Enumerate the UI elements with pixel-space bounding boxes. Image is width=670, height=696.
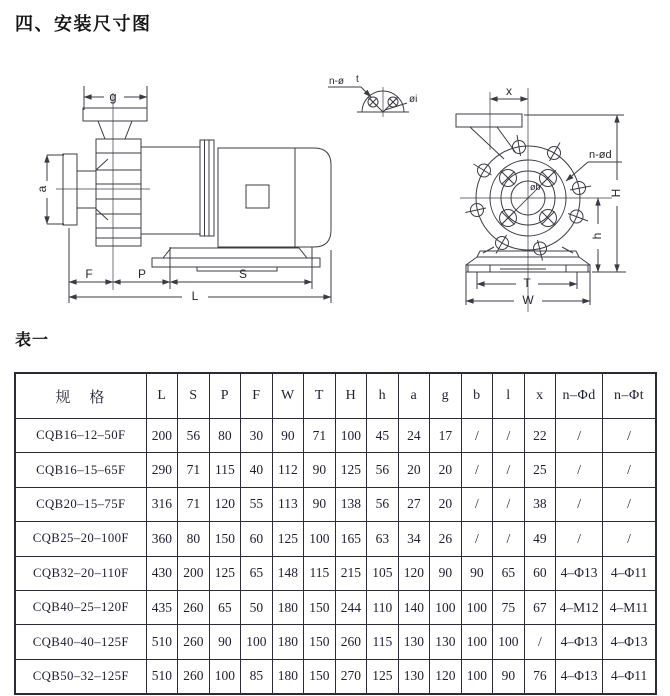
value-cell: 120 (430, 659, 462, 694)
value-cell: 244 (335, 590, 367, 624)
value-cell: 76 (524, 659, 556, 694)
value-cell: 75 (493, 590, 525, 624)
side-view-drawing (35, 86, 331, 303)
spec-cell: CQB50–32–125F (15, 659, 146, 694)
value-cell: 60 (241, 522, 273, 556)
spec-cell: CQB16–12–50F (15, 419, 146, 453)
dim-label-oi: øi (409, 94, 418, 105)
value-cell: 80 (178, 522, 210, 556)
value-cell: 150 (304, 659, 336, 694)
dim-label-ob: øb (530, 182, 541, 192)
dim-label-p: P (137, 267, 147, 281)
column-header: n–Φd (556, 373, 603, 419)
value-cell: 56 (367, 487, 399, 521)
column-header: S (178, 373, 210, 419)
dim-label-g: g (109, 89, 117, 104)
value-cell: / (556, 419, 603, 453)
value-cell: 90 (304, 487, 336, 521)
value-cell: 100 (461, 659, 493, 694)
value-cell: 138 (335, 487, 367, 521)
value-cell: 113 (272, 487, 304, 521)
value-cell: 430 (146, 556, 178, 590)
value-cell: / (493, 453, 525, 487)
spec-cell: CQB25–20–100F (15, 522, 146, 556)
value-cell: 65 (493, 556, 525, 590)
value-cell: 4–M11 (603, 590, 656, 624)
value-cell: 180 (272, 659, 304, 694)
value-cell: 260 (178, 590, 210, 624)
value-cell: 148 (272, 556, 304, 590)
value-cell: / (493, 487, 525, 521)
value-cell: 55 (241, 487, 273, 521)
value-cell: 165 (335, 522, 367, 556)
column-header: x (524, 373, 556, 419)
value-cell: 90 (304, 453, 336, 487)
dim-label-h-base: h (590, 232, 605, 240)
dim-label-t: T (523, 276, 531, 291)
value-cell: / (556, 487, 603, 521)
column-header: g (430, 373, 462, 419)
value-cell: 100 (304, 522, 336, 556)
value-cell: 125 (367, 659, 399, 694)
dim-label-a: a (35, 185, 50, 193)
value-cell: 4–Φ13 (556, 625, 603, 659)
column-header: n–Φt (603, 373, 656, 419)
value-cell: 100 (209, 659, 241, 694)
value-cell: 65 (241, 556, 273, 590)
value-cell: 316 (146, 487, 178, 521)
value-cell: 4–Φ11 (603, 556, 656, 590)
value-cell: / (461, 419, 493, 453)
value-cell: 25 (524, 453, 556, 487)
value-cell: 290 (146, 453, 178, 487)
value-cell: / (603, 453, 656, 487)
value-cell: 435 (146, 590, 178, 624)
value-cell: 100 (241, 625, 273, 659)
dim-label-l: L (191, 289, 199, 304)
value-cell: 4–M12 (556, 590, 603, 624)
value-cell: / (493, 522, 525, 556)
value-cell: 20 (430, 453, 462, 487)
spec-cell: CQB20–15–75F (15, 487, 146, 521)
value-cell: 260 (178, 659, 210, 694)
value-cell: 4–Φ11 (603, 659, 656, 694)
value-cell: / (461, 522, 493, 556)
value-cell: 260 (335, 625, 367, 659)
table-row (15, 556, 656, 590)
column-header: P (209, 373, 241, 419)
value-cell: 150 (209, 522, 241, 556)
value-cell: 4–Φ13 (556, 556, 603, 590)
value-cell: 80 (209, 419, 241, 453)
value-cell: 125 (209, 556, 241, 590)
dim-label-n-o: n-ø (329, 76, 344, 87)
value-cell: 150 (304, 625, 336, 659)
value-cell: 67 (524, 590, 556, 624)
value-cell: 130 (398, 625, 430, 659)
value-cell: 90 (493, 659, 525, 694)
installation-diagram (0, 58, 670, 330)
value-cell: 26 (430, 522, 462, 556)
value-cell: 105 (367, 556, 399, 590)
column-header: l (493, 373, 525, 419)
value-cell: 100 (493, 625, 525, 659)
value-cell: 115 (209, 453, 241, 487)
column-header: L (146, 373, 178, 419)
spec-cell: CQB40–40–125F (15, 625, 146, 659)
value-cell: 510 (146, 625, 178, 659)
value-cell: 49 (524, 522, 556, 556)
dim-label-w: W (522, 293, 534, 308)
value-cell: 260 (178, 625, 210, 659)
value-cell: 20 (430, 487, 462, 521)
column-header: a (398, 373, 430, 419)
value-cell: 115 (367, 625, 399, 659)
dim-label-n-od: n-ød (589, 149, 612, 161)
value-cell: 27 (398, 487, 430, 521)
value-cell: 90 (209, 625, 241, 659)
value-cell: 125 (272, 522, 304, 556)
value-cell: / (603, 522, 656, 556)
value-cell: 215 (335, 556, 367, 590)
spec-cell: CQB40–25–120F (15, 590, 146, 624)
value-cell: 180 (272, 625, 304, 659)
value-cell: / (556, 522, 603, 556)
value-cell: 112 (272, 453, 304, 487)
value-cell: 100 (461, 625, 493, 659)
value-cell: 65 (209, 590, 241, 624)
value-cell: 90 (461, 556, 493, 590)
value-cell: 120 (209, 487, 241, 521)
value-cell: 90 (272, 419, 304, 453)
value-cell: 56 (178, 419, 210, 453)
dim-label-x: x (506, 84, 512, 98)
value-cell: 50 (241, 590, 273, 624)
value-cell: / (603, 419, 656, 453)
dimension-table (14, 372, 657, 695)
value-cell: 200 (146, 419, 178, 453)
value-cell: 360 (146, 522, 178, 556)
value-cell: 34 (398, 522, 430, 556)
value-cell: / (524, 625, 556, 659)
flange-detail-drawing (328, 74, 417, 117)
value-cell: 100 (335, 419, 367, 453)
column-header: F (241, 373, 273, 419)
value-cell: 180 (272, 590, 304, 624)
value-cell: 270 (335, 659, 367, 694)
value-cell: 115 (304, 556, 336, 590)
dim-label-h-total: H (609, 188, 624, 198)
value-cell: 4–Φ13 (556, 659, 603, 694)
value-cell: 130 (430, 625, 462, 659)
dim-label-t-small: t (356, 74, 359, 85)
value-cell: 90 (430, 556, 462, 590)
column-header: h (367, 373, 399, 419)
value-cell: 71 (304, 419, 336, 453)
column-header: 规 格 (15, 373, 146, 419)
value-cell: 30 (241, 419, 273, 453)
front-view-drawing (456, 84, 626, 312)
spec-cell: CQB32–20–110F (15, 556, 146, 590)
value-cell: 45 (367, 419, 399, 453)
value-cell: 200 (178, 556, 210, 590)
value-cell: 510 (146, 659, 178, 694)
value-cell: 110 (367, 590, 399, 624)
column-header: T (304, 373, 336, 419)
value-cell: / (603, 487, 656, 521)
value-cell: / (556, 453, 603, 487)
table-row (15, 453, 656, 487)
value-cell: 40 (241, 453, 273, 487)
table-row (15, 659, 656, 694)
value-cell: 140 (398, 590, 430, 624)
value-cell: 24 (398, 419, 430, 453)
value-cell: 71 (178, 453, 210, 487)
column-header: H (335, 373, 367, 419)
value-cell: 63 (367, 522, 399, 556)
value-cell: / (461, 453, 493, 487)
value-cell: 100 (461, 590, 493, 624)
value-cell: 20 (398, 453, 430, 487)
table-row (15, 522, 656, 556)
value-cell: 150 (304, 590, 336, 624)
value-cell: 120 (398, 556, 430, 590)
table-row (15, 590, 656, 624)
value-cell: 130 (398, 659, 430, 694)
table-body (15, 419, 656, 695)
table-row (15, 625, 656, 659)
spec-cell: CQB16–15–65F (15, 453, 146, 487)
value-cell: 60 (524, 556, 556, 590)
value-cell: / (461, 487, 493, 521)
page-title: 四、安装尺寸图 (15, 14, 152, 34)
dim-label-s: S (238, 267, 248, 281)
table-caption: 表一 (15, 332, 50, 349)
column-header: W (272, 373, 304, 419)
table-header-row (15, 373, 656, 419)
table-row (15, 419, 656, 453)
table-row (15, 487, 656, 521)
value-cell: 17 (430, 419, 462, 453)
value-cell: 4–Φ13 (603, 625, 656, 659)
value-cell: 22 (524, 419, 556, 453)
dim-label-f: F (85, 267, 93, 281)
value-cell: 125 (335, 453, 367, 487)
value-cell: / (493, 419, 525, 453)
value-cell: 85 (241, 659, 273, 694)
value-cell: 100 (430, 590, 462, 624)
value-cell: 56 (367, 453, 399, 487)
value-cell: 71 (178, 487, 210, 521)
value-cell: 38 (524, 487, 556, 521)
column-header: b (461, 373, 493, 419)
